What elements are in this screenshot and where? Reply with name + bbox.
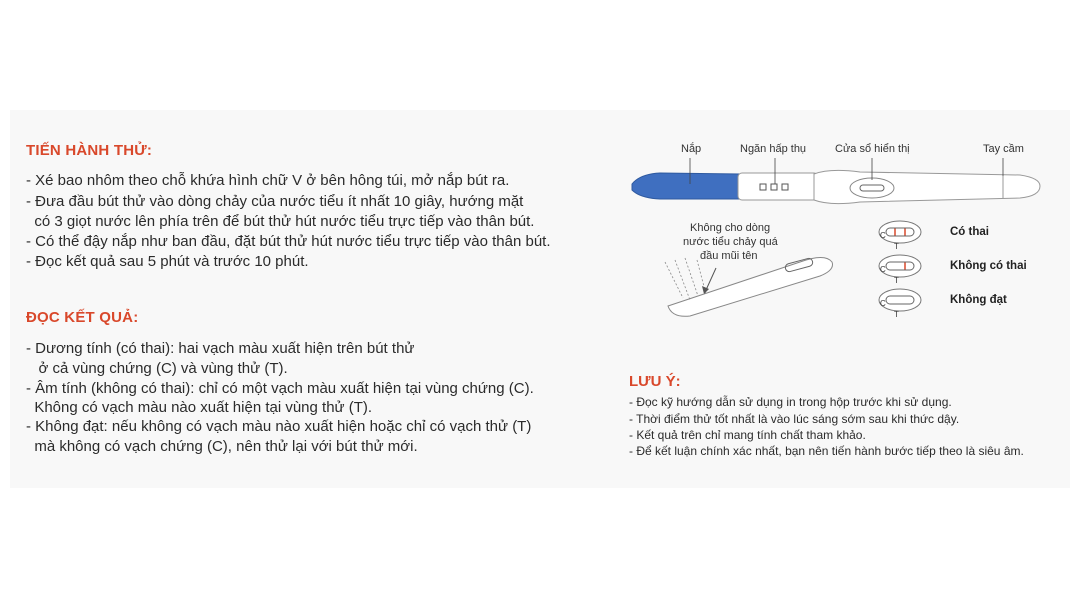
note-line-1: - Đọc kỹ hướng dẫn sử dụng in trong hộp trước khi sử dụng. (629, 395, 952, 409)
results-line-3: - Âm tính (không có thai): chỉ có một vạch màu xuất hiện tại vùng chứng (C). (26, 380, 534, 397)
results-title: ĐỌC KẾT QUẢ: (26, 309, 139, 326)
absorbent-label: Ngăn hấp thụ (740, 143, 807, 155)
note-line-3: - Kết quả trên chỉ mang tính chất tham khảo. (629, 428, 866, 442)
angled-test-pen (665, 258, 833, 317)
result-label-positive: Có thai (950, 226, 989, 238)
handle-label: Tay cầm (983, 143, 1024, 155)
procedure-line-4: - Có thể đậy nắp như ban đầu, đặt bút thử hút nước tiểu trực tiếp vào thân bút. (26, 233, 551, 250)
c-letter-1: C (880, 231, 886, 240)
window-label: Cửa sổ hiển thị (835, 143, 910, 155)
result-label-negative: Không có thai (950, 260, 1027, 272)
cap-label: Nắp (681, 143, 702, 155)
results-line-4: Không có vạch màu nào xuất hiện tại vùng thử (T). (26, 399, 373, 416)
t-letter-2: T (894, 276, 899, 285)
t-letter-1: T (894, 242, 899, 251)
c-letter-2: C (880, 265, 886, 274)
results-line-1: - Dương tính (có thai): hai vạch màu xuất hiện trên bút thử (26, 340, 415, 357)
results-line-6: mà không có vạch chứng (C), nên thử lại với bút thử mới. (26, 438, 418, 455)
procedure-line-2: - Đưa đầu bút thử vào dòng chảy của nước tiểu ít nhất 10 giây, hướng mặt (26, 193, 524, 210)
t-letter-3: T (894, 310, 899, 319)
warning-line-1: Không cho dòng (690, 222, 771, 234)
results-line-2: ở cả vùng chứng (C) và vùng thử (T). (26, 360, 288, 377)
warning-line-2: nước tiểu chảy quá (683, 236, 778, 248)
results-line-5: - Không đạt: nếu không có vạch màu nào xuất hiện hoặc chỉ có vạch thử (T) (26, 418, 532, 435)
procedure-line-1: - Xé bao nhôm theo chỗ khứa hình chữ V ở bên hông túi, mở nắp bút ra. (26, 172, 510, 189)
c-letter-3: C (880, 299, 886, 308)
procedure-line-3: có 3 giọt nước lên phía trên để bút thử hút nước tiểu trực tiếp vào thân bút. (26, 213, 535, 230)
note-line-2: - Thời điểm thử tốt nhất là vào lúc sáng sớm sau khi thức dậy. (629, 412, 960, 426)
result-label-invalid: Không đạt (950, 294, 1007, 306)
warning-line-3: đầu mũi tên (700, 250, 758, 262)
note-line-4: - Để kết luận chính xác nhất, bạn nên tiến hành bước tiếp theo là siêu âm. (629, 444, 1024, 458)
procedure-title: TIẾN HÀNH THỬ: (26, 142, 153, 159)
procedure-line-5: - Đọc kết quả sau 5 phút và trước 10 phút. (26, 253, 309, 270)
test-pen-illustration (632, 158, 1040, 204)
notes-title: LƯU Ý: (629, 373, 681, 390)
